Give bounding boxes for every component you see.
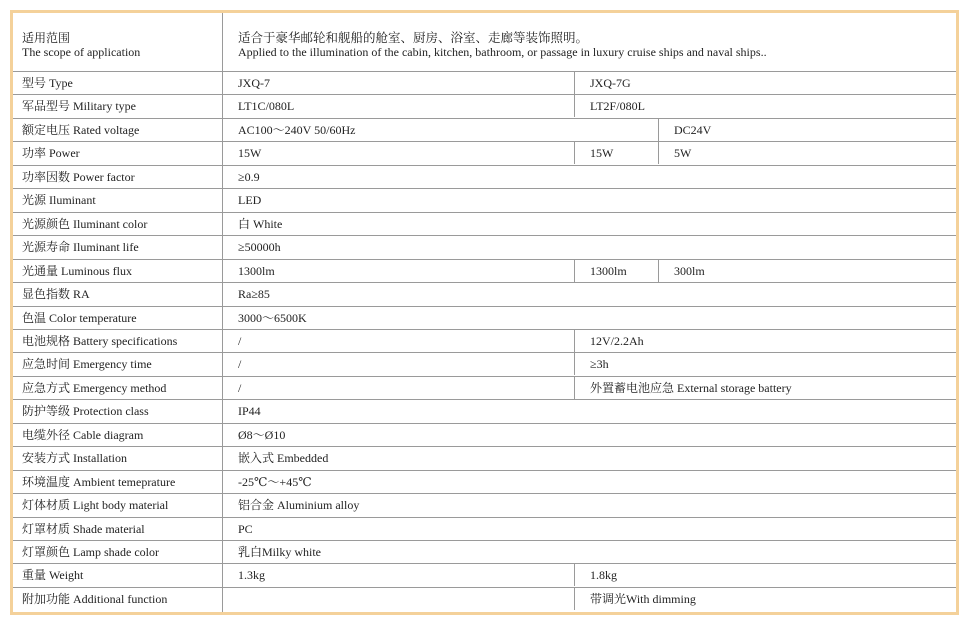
row-13-label: 应急方式 Emergency method — [22, 380, 167, 395]
row-16-label: 安装方式 Installation — [22, 451, 127, 466]
row-8-col1: 1300lm — [238, 263, 275, 278]
table-rule — [13, 329, 956, 330]
row-12-col2: ≥3h — [590, 357, 609, 372]
table-rule — [13, 446, 956, 447]
row-11-col1: / — [238, 333, 242, 348]
table-rule — [13, 470, 956, 471]
row-4-label: 功率因数 Power factor — [22, 169, 135, 184]
row-21-label: 重量 Weight — [22, 568, 84, 583]
row-17-label: 环境温度 Ambient temeprature — [22, 474, 176, 489]
row-16-col1: 嵌入式 Embedded — [238, 451, 329, 466]
row-8-col2: 1300lm — [590, 263, 627, 278]
table-rule — [13, 165, 956, 166]
table-rule — [13, 282, 956, 283]
table-rule — [13, 235, 956, 236]
row-20-label: 灯罩颜色 Lamp shade color — [22, 545, 159, 559]
row-9-label: 显色指数 RA — [22, 287, 90, 302]
row-0-col2: JXQ-7G — [590, 76, 631, 90]
scope-label-cn: 适用范围 — [22, 31, 71, 45]
row-8-col3: 300lm — [674, 263, 705, 278]
column-divider — [574, 587, 575, 610]
table-rule — [13, 563, 956, 564]
row-3-label: 功率 Power — [22, 146, 80, 161]
column-divider — [574, 141, 575, 164]
table-rule — [13, 493, 956, 494]
row-22-label: 附加功能 Additional function — [22, 591, 168, 606]
table-rule — [13, 540, 956, 541]
row-6-col1: 白 White — [238, 216, 283, 231]
row-2-label: 额定电压 Rated voltage — [22, 122, 140, 137]
scope-label-en: The scope of application — [22, 45, 141, 59]
table-rule — [13, 352, 956, 353]
row-15-label: 电缆外径 Cable diagram — [22, 427, 144, 442]
column-divider — [574, 94, 575, 117]
table-rule — [13, 188, 956, 189]
row-9-col1: Ra≥85 — [238, 287, 270, 302]
row-14-label: 防护等级 Protection class — [22, 404, 149, 419]
scope-value-cn: 适合于豪华邮轮和舰船的舱室、厨房、浴室、走廊等装饰照明。 — [238, 31, 589, 45]
table-rule — [13, 141, 956, 142]
row-7-col1: ≥50000h — [238, 240, 281, 255]
table-rule — [13, 212, 956, 213]
table-rule — [13, 94, 956, 95]
row-19-col1: PC — [238, 521, 253, 536]
row-0-col1: JXQ-7 — [238, 76, 270, 90]
row-12-col1: / — [238, 357, 242, 372]
row-18-col1: 铝合金 Aluminium alloy — [238, 498, 360, 513]
column-divider — [658, 259, 659, 282]
row-5-col1: LED — [238, 193, 262, 208]
row-10-label: 色温 Color temperature — [22, 310, 137, 325]
row-5-label: 光源 Iluminant — [22, 193, 96, 208]
row-1-col2: LT2F/080L — [590, 99, 645, 114]
row-22-col2: 带调光With dimming — [590, 591, 696, 606]
row-12-label: 应急时间 Emergency time — [22, 357, 152, 372]
table-rule — [13, 517, 956, 518]
table-rule — [13, 259, 956, 260]
row-11-col2: 12V/2.2Ah — [590, 333, 644, 348]
row-10-col1: 3000～6500K — [238, 310, 307, 325]
table-rule — [13, 587, 956, 588]
row-3-col3: 5W — [674, 146, 692, 161]
row-1-col1: LT1C/080L — [238, 99, 295, 114]
row-11-label: 电池规格 Battery specifications — [22, 333, 178, 348]
row-4-col1: ≥0.9 — [238, 169, 260, 184]
column-divider — [658, 141, 659, 164]
spec-table — [13, 13, 956, 612]
row-15-col1: Ø8～Ø10 — [238, 427, 286, 442]
row-6-label: 光源颜色 Iluminant color — [22, 216, 148, 231]
table-rule — [13, 71, 956, 72]
column-divider — [574, 259, 575, 282]
row-1-label: 军品型号 Military type — [22, 99, 136, 114]
row-7-label: 光源寿命 Iluminant life — [22, 240, 139, 255]
column-divider — [574, 376, 575, 399]
row-2-col3: DC24V — [674, 122, 712, 137]
row-3-col2: 15W — [590, 146, 614, 161]
row-13-col2: 外置蓄电池应急 External storage battery — [590, 380, 792, 395]
column-divider — [574, 71, 575, 94]
column-divider — [658, 118, 659, 141]
row-14-col1: IP44 — [238, 404, 261, 419]
row-21-col2: 1.8kg — [590, 568, 617, 583]
row-13-col1: / — [238, 380, 242, 395]
scope-value-en: Applied to the illumination of the cabin, kitchen, bathroom, or passage in luxury cruise ships and naval ships.. — [238, 45, 767, 59]
table-rule — [13, 423, 956, 424]
table-rule — [13, 399, 956, 400]
row-18-label: 灯体材质 Light body material — [22, 498, 169, 513]
column-divider — [222, 13, 223, 612]
table-rule — [13, 376, 956, 377]
row-20-col1: 乳白Milky white — [238, 545, 321, 559]
row-19-label: 灯罩材质 Shade material — [22, 521, 145, 536]
table-rule — [13, 118, 956, 119]
row-8-label: 光通量 Luminous flux — [22, 263, 132, 278]
row-17-col1: -25℃～+45℃ — [238, 474, 312, 489]
row-3-col1: 15W — [238, 146, 262, 161]
column-divider — [574, 352, 575, 375]
row-2-col1: AC100～240V 50/60Hz — [238, 122, 356, 137]
spec-table-frame — [10, 10, 959, 615]
row-21-col1: 1.3kg — [238, 568, 265, 583]
table-rule — [13, 306, 956, 307]
column-divider — [574, 329, 575, 352]
row-0-label: 型号 Type — [22, 76, 73, 90]
column-divider — [574, 563, 575, 586]
